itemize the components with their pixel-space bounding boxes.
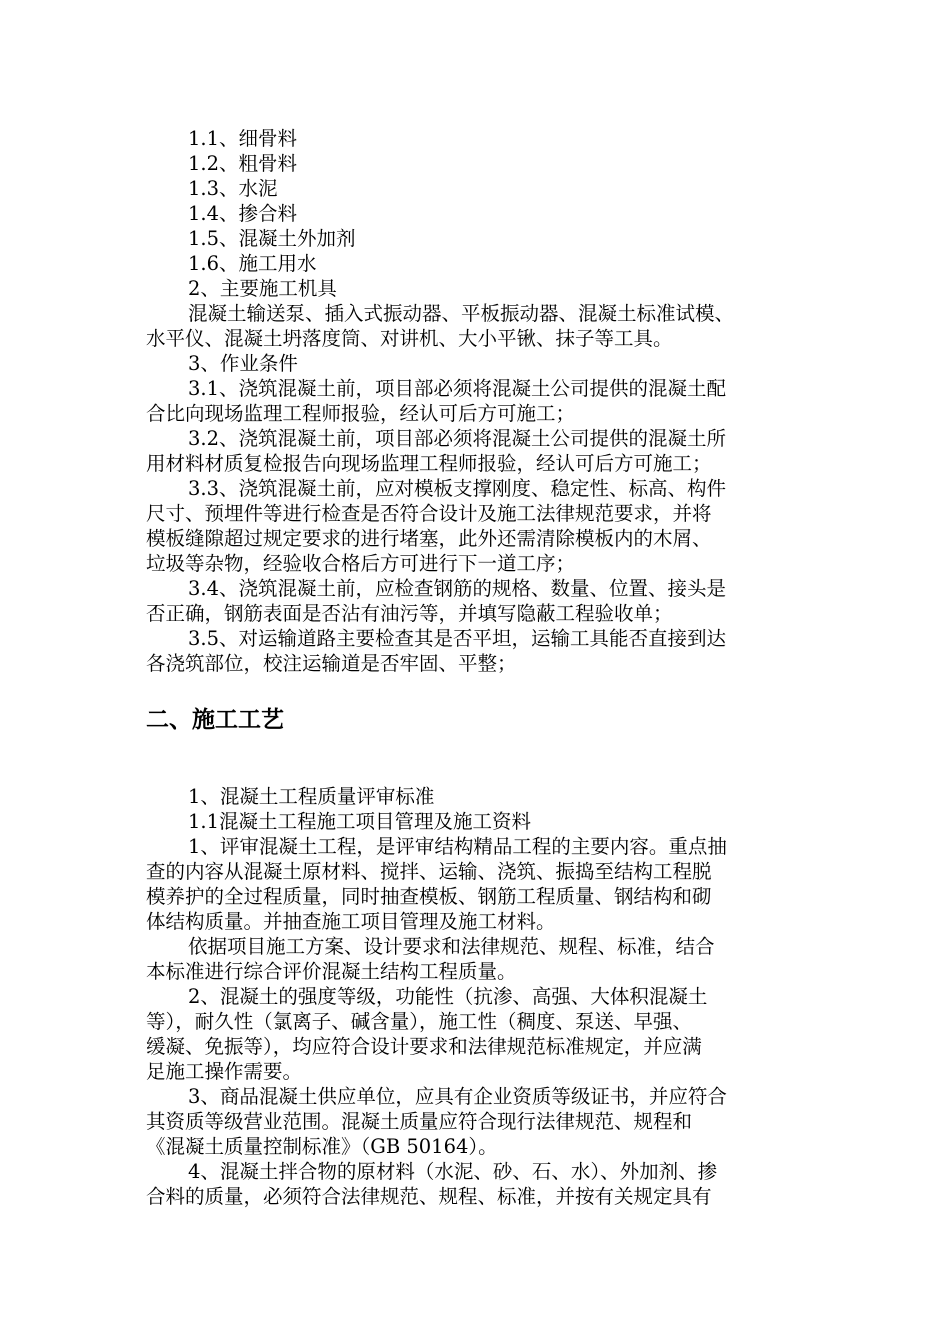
paragraph-line: 4、混凝土拌合物的原材料（水泥、砂、石、水）、外加剂、掺 xyxy=(188,1160,718,1183)
item-1-1: 1.1、细骨料 xyxy=(188,127,298,150)
paragraph-line: 3.2、浇筑混凝土前，项目部必须将混凝土公司提供的混凝土所 xyxy=(188,427,727,450)
paragraph-line: 1、评审混凝土工程，是评审结构精品工程的主要内容。重点抽 xyxy=(188,835,727,858)
subheading-conditions: 3、作业条件 xyxy=(188,352,298,375)
paragraph-line: 混凝土输送泵、插入式振动器、平板振动器、混凝土标准试模、 xyxy=(188,302,735,325)
paragraph-line: 3、商品混凝土供应单位，应具有企业资质等级证书，并应符合 xyxy=(188,1085,727,1108)
paragraph-line: 等），耐久性（氯离子、碱含量），施工性（稠度、泵送、早强、 xyxy=(146,1010,693,1033)
paragraph-line: 《混凝土质量控制标准》（GB 50164）。 xyxy=(146,1135,498,1158)
paragraph-line: 垃圾等杂物，经验收合格后方可进行下一道工序； xyxy=(146,552,576,575)
paragraph-line: 合比向现场监理工程师报验，经认可后方可施工； xyxy=(146,402,576,425)
subheading-equipment: 2、主要施工机具 xyxy=(188,277,337,300)
paragraph-line: 合料的质量，必须符合法律规范、规程、标准，并按有关规定具有 xyxy=(146,1185,712,1208)
paragraph-line: 体结构质量。并抽查施工项目管理及施工材料。 xyxy=(146,910,556,933)
subheading-standard: 1、混凝土工程质量评审标准 xyxy=(188,785,435,808)
paragraph-line: 查的内容从混凝土原材料、搅拌、运输、浇筑、振捣至结构工程脱 xyxy=(146,860,712,883)
paragraph-line: 模养护的全过程质量，同时抽查模板、钢筋工程质量、钢结构和砌 xyxy=(146,885,712,908)
paragraph-line: 足施工操作需要。 xyxy=(146,1060,303,1083)
paragraph-line: 各浇筑部位，校注运输道是否牢固、平整； xyxy=(146,652,517,675)
paragraph-line: 否正确，钢筋表面是否沾有油污等，并填写隐蔽工程验收单； xyxy=(146,602,673,625)
paragraph-line: 模板缝隙超过规定要求的进行堵塞，此外还需清除模板内的木屑、 xyxy=(146,527,712,550)
paragraph-line: 3.5、对运输道路主要检查其是否平坦，运输工具能否直接到达 xyxy=(188,627,727,650)
paragraph-line: 本标准进行综合评价混凝土结构工程质量。 xyxy=(146,960,517,983)
paragraph-line: 用材料材质复检报告向现场监理工程师报验，经认可后方可施工； xyxy=(146,452,712,475)
paragraph-line: 依据项目施工方案、设计要求和法律规范、规程、标准，结合 xyxy=(188,935,715,958)
paragraph-line: 水平仪、混凝土坍落度筒、对讲机、大小平锹、抹子等工具。 xyxy=(146,327,673,350)
item-1-4: 1.4、掺合料 xyxy=(188,202,298,225)
item-1-3: 1.3、水泥 xyxy=(188,177,278,200)
paragraph-line: 2、混凝土的强度等级，功能性（抗渗、高强、大体积混凝土 xyxy=(188,985,708,1008)
paragraph-line: 3.4、浇筑混凝土前，应检查钢筋的规格、数量、位置、接头是 xyxy=(188,577,727,600)
paragraph-line: 3.3、浇筑混凝土前，应对模板支撑刚度、稳定性、标高、构件 xyxy=(188,477,727,500)
paragraph-line: 3.1、浇筑混凝土前，项目部必须将混凝土公司提供的混凝土配 xyxy=(188,377,727,400)
subheading-management: 1.1混凝土工程施工项目管理及施工资料 xyxy=(188,810,532,833)
item-1-5: 1.5、混凝土外加剂 xyxy=(188,227,356,250)
paragraph-line: 其资质等级营业范围。混凝土质量应符合现行法律规范、规程和 xyxy=(146,1110,693,1133)
paragraph-line: 尺寸、预埋件等进行检查是否符合设计及施工法律规范要求，并将 xyxy=(146,502,712,525)
item-1-6: 1.6、施工用水 xyxy=(188,252,317,275)
section-heading: 二、施工工艺 xyxy=(146,707,284,733)
paragraph-line: 缓凝、免振等），均应符合设计要求和法律规范标准规定，并应满 xyxy=(146,1035,702,1058)
item-1-2: 1.2、粗骨料 xyxy=(188,152,298,175)
